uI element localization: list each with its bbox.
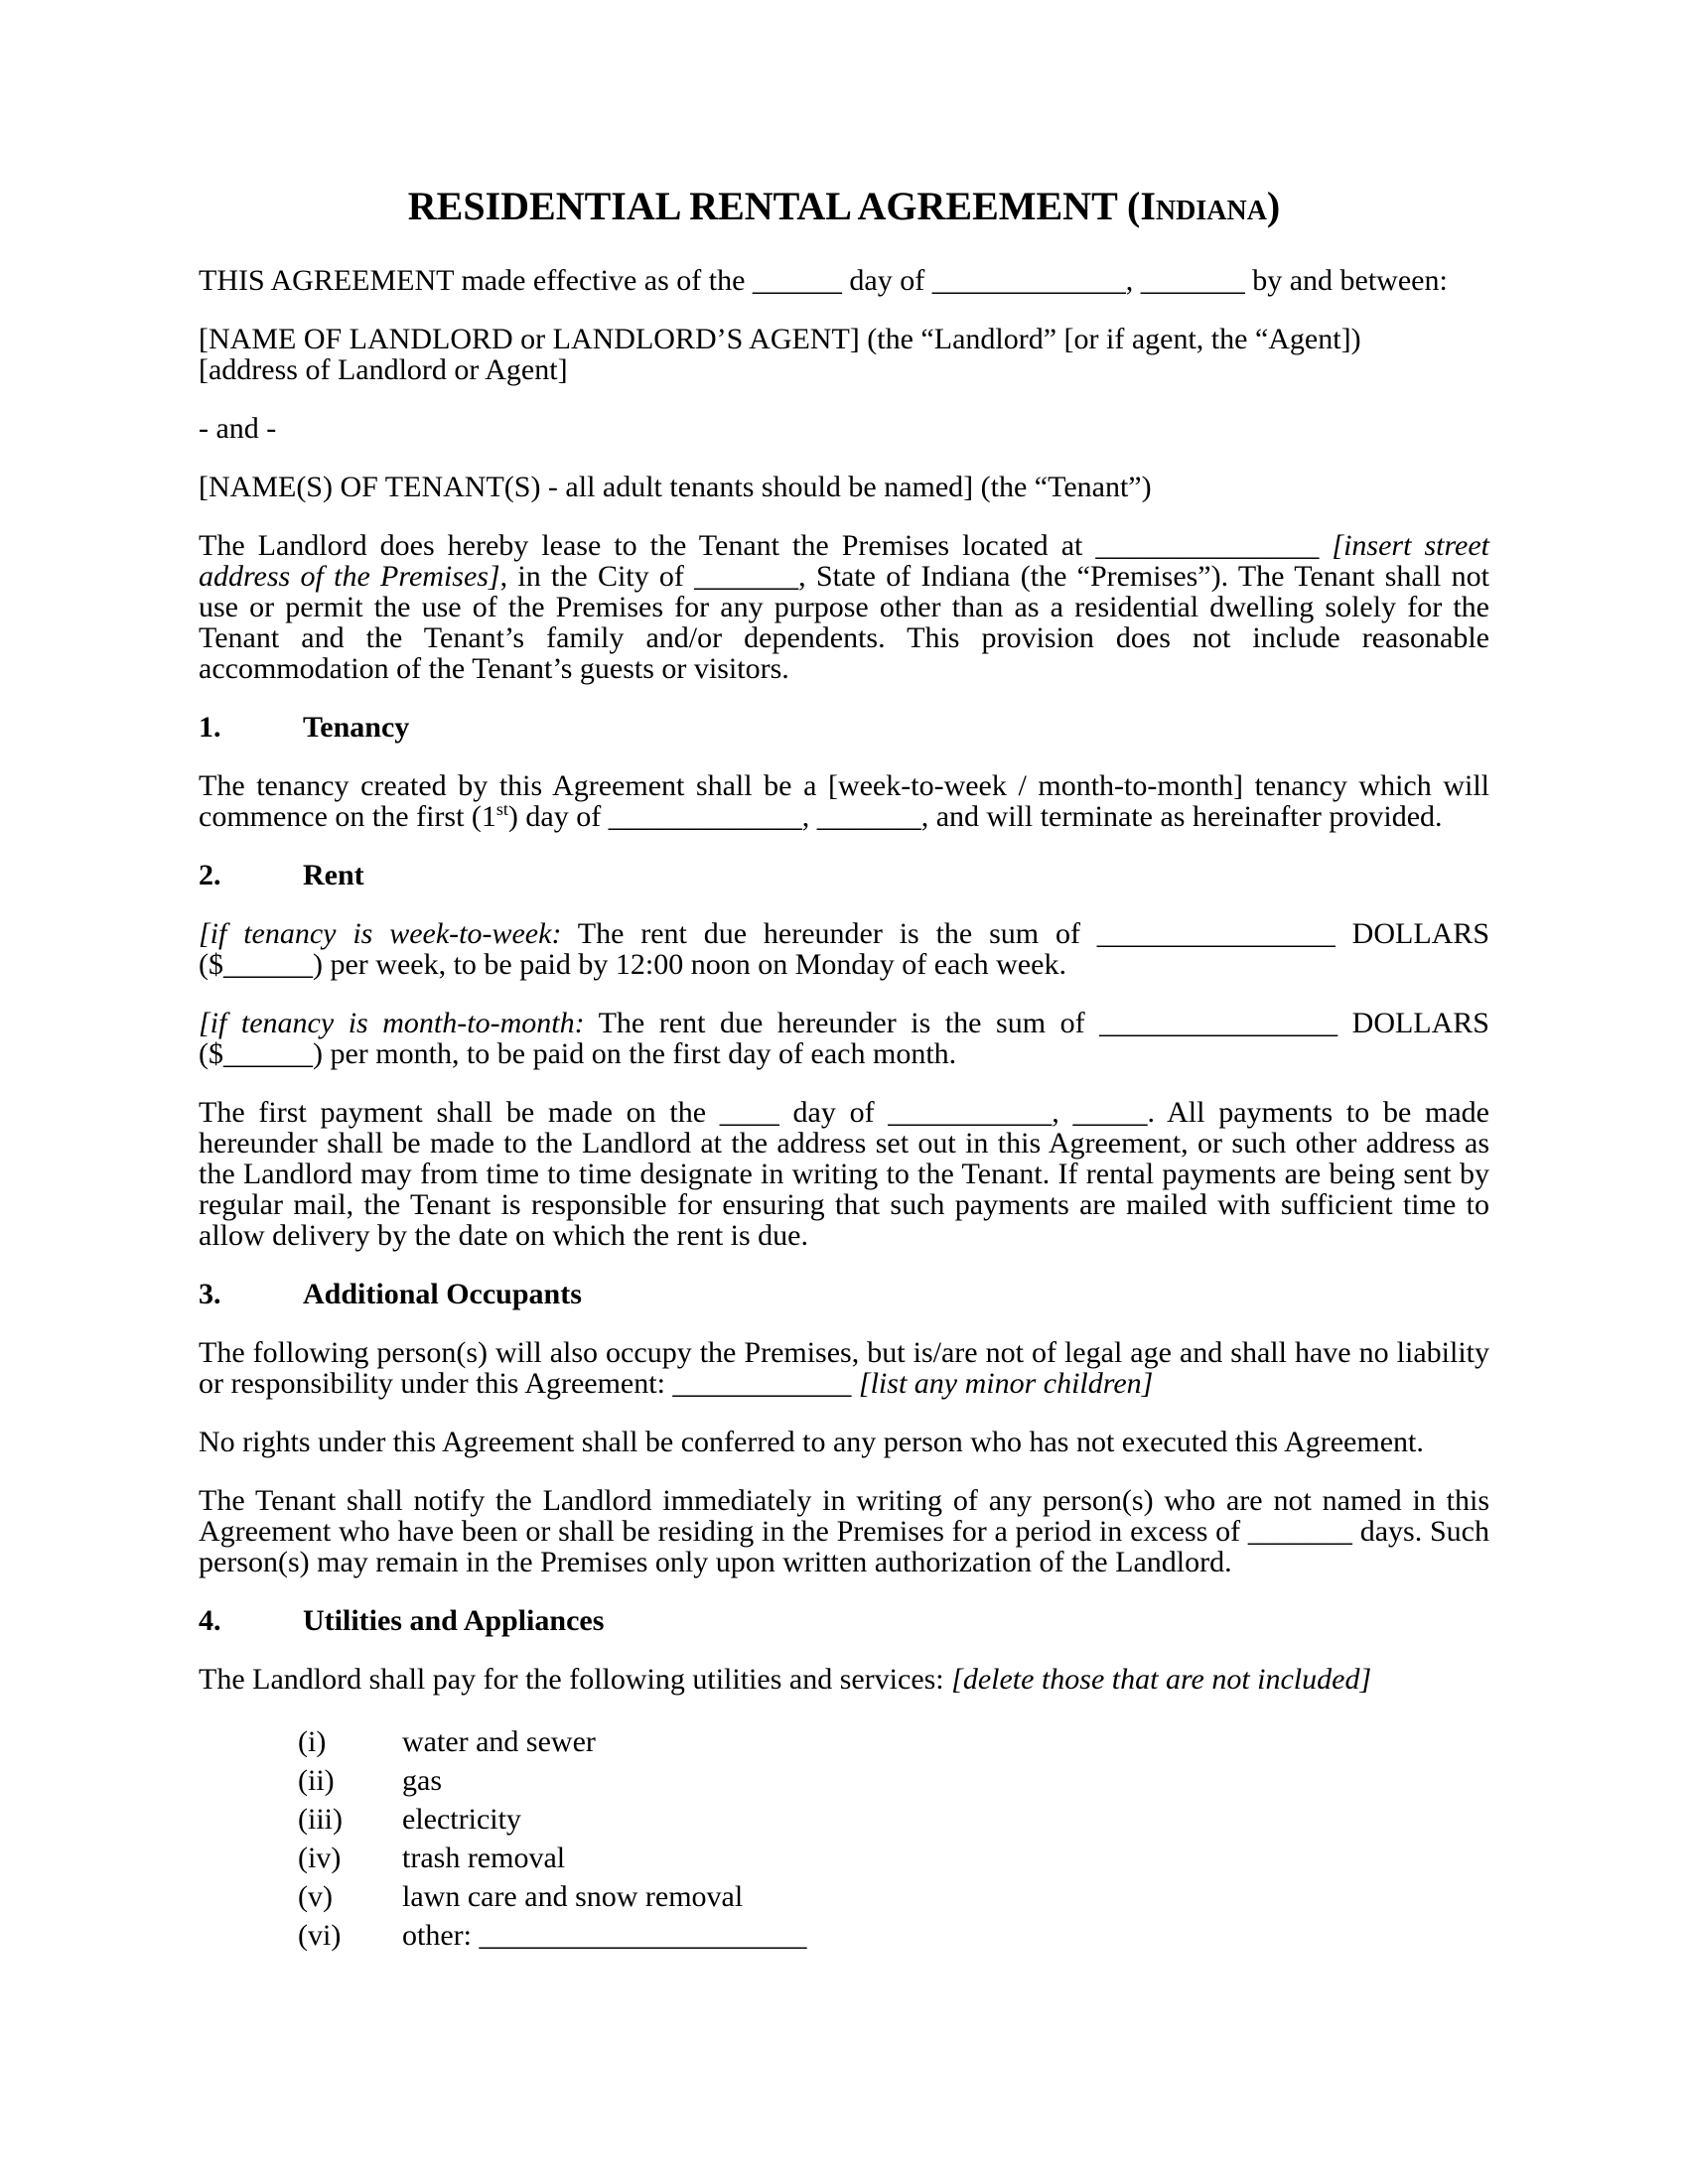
utility-item xyxy=(298,1916,1489,1955)
utility-item-numeral: (i) xyxy=(298,1725,327,1758)
rent-week-paragraph xyxy=(199,918,1489,980)
utility-item-label: water and sewer xyxy=(402,1725,596,1758)
utility-item-numeral: (iv) xyxy=(298,1842,342,1874)
section-2-label: Rent xyxy=(303,859,364,891)
section-3-number: 3. xyxy=(199,1278,221,1310)
ordinal-superscript: st xyxy=(495,799,508,819)
first-payment-paragraph: The first payment shall be made on the ____ day of ___________, _____. All payments to be made hereunder shall be made to the Landlord at the address set out in this Agreement, or such other address as the Landlord may from time to time designate in writing to the Tenant. If rental payments are being sent by regular mail, the Tenant is responsible for ensuring that such payments are mailed with sufficient time to allow delivery by the date on which the rent is due. xyxy=(199,1096,1489,1252)
intro-paragraph: THIS AGREEMENT made effective as of the ______ day of _____________, _______ by and between: xyxy=(199,264,1448,297)
utility-item-numeral: (ii) xyxy=(298,1764,335,1797)
utilities-intro-paragraph xyxy=(199,1664,1489,1695)
tenant-name-line: [NAME(S) OF TENANT(S) - all adult tenants should be named] (the “Tenant”) xyxy=(199,471,1152,503)
utility-item-label: gas xyxy=(402,1764,442,1797)
section-4-heading xyxy=(199,1605,1489,1636)
utility-item xyxy=(298,1722,1489,1761)
section-1-heading xyxy=(199,712,1489,743)
section-1-number: 1. xyxy=(199,711,221,744)
section-3-heading xyxy=(199,1279,1489,1309)
document-title: RESIDENTIAL RENTAL AGREEMENT (Indiana) xyxy=(407,184,1281,228)
tenancy-paragraph xyxy=(199,770,1489,832)
utility-item xyxy=(298,1761,1489,1800)
utilities-list xyxy=(199,1722,1489,1955)
utility-item-numeral: (v) xyxy=(298,1880,333,1913)
landlord-name-line: [NAME OF LANDLORD or LANDLORD’S AGENT] (the “Landlord” [or if agent, the “Agent]) xyxy=(199,323,1361,355)
utility-item-numeral: (vi) xyxy=(298,1919,342,1952)
rent-month-paragraph xyxy=(199,1008,1489,1069)
no-rights-paragraph: No rights under this Agreement shall be conferred to any person who has not executed this Agreement. xyxy=(199,1426,1424,1458)
tenancy-text-pre: The tenancy created by this Agreement shall be a [week-to-week / month-to-month] tenancy which will commence on the first (1 xyxy=(199,769,1489,833)
rent-week-text: The rent due hereunder is the sum of ________________ DOLLARS ($______) per week, to be paid by 12:00 noon on Monday of each week. xyxy=(199,917,1490,981)
rent-month-condition-note: [if tenancy is month-to-month: xyxy=(199,1007,585,1039)
additional-occupants-paragraph xyxy=(199,1337,1489,1399)
occupants-text: The following person(s) will also occupy the Premises, but is/are not of legal age and shall have no liability or responsibility under this Agreement: ____________ xyxy=(199,1336,1489,1400)
utility-item-numeral: (iii) xyxy=(298,1803,343,1836)
utility-item-label: trash removal xyxy=(402,1842,566,1874)
section-4-number: 4. xyxy=(199,1604,221,1637)
landlord-address-line: [address of Landlord or Agent] xyxy=(199,353,568,386)
rent-week-condition-note: [if tenancy is week-to-week: xyxy=(199,917,562,950)
utility-item-label: lawn care and snow removal xyxy=(402,1880,744,1913)
section-1-label: Tenancy xyxy=(303,711,410,744)
lease-text-pre: The Landlord does hereby lease to the Tenant the Premises located at _______________ xyxy=(199,529,1333,562)
utility-item xyxy=(298,1839,1489,1877)
utility-item-label: other: ______________________ xyxy=(402,1919,807,1952)
lease-insert-street-note: [insert street address of the Premises] xyxy=(199,529,1489,593)
lease-text-post: , in the City of _______, State of Indiana (the “Premises”). The Tenant shall not use or permit the use of the Premises for any purpose other than as a residential dwelling solely for the Tenant and the Tenant’s family and/or dependents. This provision does not include reasonable accommodation of the Tenant’s guests or visitors. xyxy=(199,560,1489,685)
section-2-number: 2. xyxy=(199,859,221,891)
delete-not-included-note: [delete those that are not included] xyxy=(951,1663,1372,1696)
rent-month-text: The rent due hereunder is the sum of ________________ DOLLARS ($______) per month, to be paid on the first day of each month. xyxy=(199,1007,1489,1070)
lease-paragraph xyxy=(199,530,1489,684)
and-separator: - and - xyxy=(199,412,277,445)
landlord-block xyxy=(199,324,1489,385)
utility-item xyxy=(298,1800,1489,1839)
section-2-heading xyxy=(199,860,1489,890)
utility-item-label: electricity xyxy=(402,1803,521,1836)
section-4-label: Utilities and Appliances xyxy=(303,1604,605,1637)
notify-landlord-paragraph: The Tenant shall notify the Landlord immediately in writing of any person(s) who are not named in this Agreement who have been or shall be residing in the Premises for a period in excess of _______ days. Such person(s) may remain in the Premises only upon written authorization of the Landlord. xyxy=(199,1484,1489,1578)
tenancy-text-post: ) day of _____________, _______, and will terminate as hereinafter provided. xyxy=(507,800,1443,833)
utilities-intro-text: The Landlord shall pay for the following utilities and services: xyxy=(199,1663,952,1696)
minor-children-note: [list any minor children] xyxy=(858,1367,1154,1400)
utility-item xyxy=(298,1877,1489,1916)
section-3-label: Additional Occupants xyxy=(303,1278,582,1310)
